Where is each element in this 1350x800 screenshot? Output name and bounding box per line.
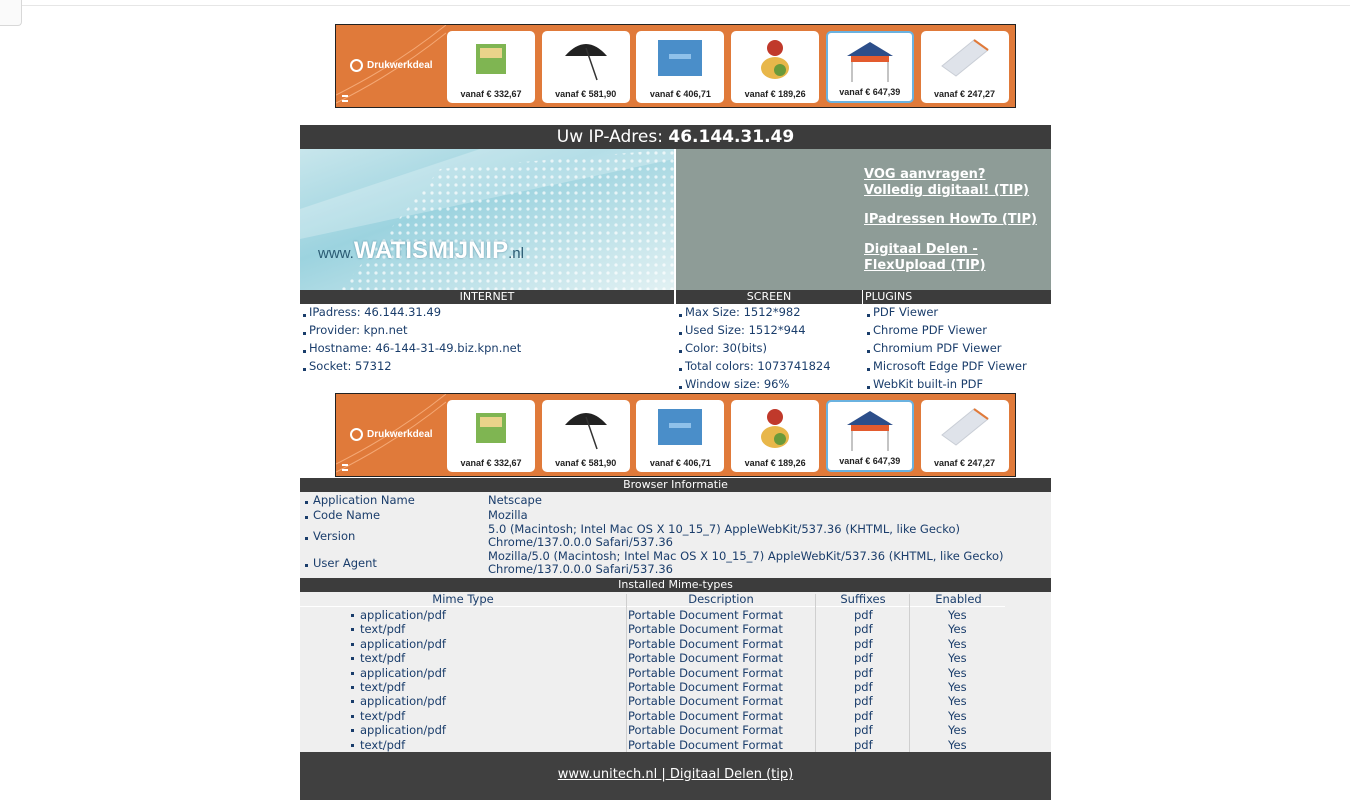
ad-banner-top[interactable] — [335, 24, 1016, 108]
hero-pattern — [300, 149, 674, 290]
browser-info-value: Mozilla/5.0 (Macintosh; Intel Mac OS X 10_15_7) AppleWebKit/537.36 (KHTML, like Gecko) Chrome/137.0.0.0 Safari/537.36 — [488, 549, 1004, 576]
section-internet-header: INTERNET — [300, 290, 674, 304]
mat-icon — [940, 36, 990, 82]
mime-cell-enabled: Yes — [948, 737, 967, 752]
footer-link[interactable]: www.unitech.nl | Digitaal Delen (tip) — [557, 767, 794, 782]
mime-cell-description: Portable Document Format — [628, 737, 783, 752]
footer — [300, 752, 1051, 800]
list-item: IPadress: 46.144.31.49 — [300, 304, 521, 322]
table-row — [300, 622, 1051, 636]
col-enabled: Enabled — [935, 592, 982, 606]
banner-brand — [350, 428, 433, 441]
list-item: Chromium PDF Viewer — [864, 340, 1027, 358]
list-item: Max Size: 1512*982 — [676, 304, 831, 322]
browser-info-value: Netscape — [488, 493, 542, 507]
tip-howto-line1: IPadressen HowTo (TIP) — [864, 212, 1037, 227]
banner-brand-label: Drukwerkdeal — [367, 60, 433, 71]
list-item: Used Size: 1512*944 — [676, 322, 831, 340]
tip-link-howto[interactable] — [864, 212, 1037, 228]
screen-list — [676, 304, 831, 394]
tips-panel — [676, 149, 1051, 290]
mime-cell-type: application/pdf — [360, 608, 446, 622]
banner-product-tile[interactable] — [636, 400, 724, 472]
tip-link-flexupload[interactable] — [864, 242, 986, 274]
banner-product-tile[interactable] — [542, 400, 630, 472]
mime-cell-type: application/pdf — [360, 723, 446, 738]
banner-product-tile[interactable] — [636, 31, 724, 103]
list-item: PDF Viewer — [864, 304, 1027, 322]
mime-cell-enabled: Yes — [948, 665, 967, 680]
tip-flex-line1: Digitaal Delen - — [864, 242, 978, 257]
mime-cell-suffixes: pdf — [854, 694, 873, 709]
banner-tile-price: vanaf € 647,39 — [839, 87, 901, 97]
mime-cell-suffixes: pdf — [854, 665, 873, 680]
banner-tile-price: vanaf € 189,26 — [744, 458, 806, 468]
banner-product-tile[interactable] — [826, 31, 914, 103]
list-item: Color: 30(bits) — [676, 340, 831, 358]
tent-icon — [845, 407, 895, 453]
ad-banner-middle[interactable] — [335, 393, 1016, 477]
tip-vog-line1: VOG aanvragen? — [864, 167, 986, 182]
list-item: Chrome PDF Viewer — [864, 322, 1027, 340]
banner-product-tile[interactable] — [921, 400, 1009, 472]
banner-tile-price: vanaf € 189,26 — [744, 89, 806, 99]
browser-info-table — [300, 492, 1051, 578]
mime-cell-description: Portable Document Format — [628, 680, 783, 694]
site-logo-image[interactable] — [300, 149, 674, 290]
mime-cell-type: text/pdf — [360, 737, 406, 752]
mime-cell-type: text/pdf — [360, 680, 406, 694]
card-icon — [655, 405, 705, 451]
browser-info-value: Mozilla — [488, 508, 528, 522]
list-item: Microsoft Edge PDF Viewer — [864, 358, 1027, 376]
browser-info-key: Version — [313, 529, 356, 543]
logo-prefix: www. — [318, 245, 354, 262]
list-item: WebKit built-in PDF — [864, 376, 1027, 394]
umbrella-icon — [561, 405, 611, 451]
list-item: Hostname: 46-144-31-49.biz.kpn.net — [300, 340, 521, 358]
mime-types-header: Installed Mime-types — [300, 578, 1051, 592]
table-row — [300, 709, 1051, 723]
plugins-list — [864, 304, 1027, 394]
mime-cell-suffixes: pdf — [854, 680, 873, 694]
mat-icon — [940, 405, 990, 451]
list-item: Total colors: 1073741824 — [676, 358, 831, 376]
mime-cell-enabled: Yes — [948, 694, 967, 709]
mime-cell-description: Portable Document Format — [628, 636, 783, 651]
list-item: Provider: kpn.net — [300, 322, 521, 340]
browser-info-key: Code Name — [313, 508, 381, 522]
browser-info-header: Browser Informatie — [300, 478, 1051, 492]
banner-product-tile[interactable] — [542, 31, 630, 103]
window-corner — [0, 0, 22, 26]
mime-cell-suffixes: pdf — [854, 608, 873, 622]
mime-table-head — [300, 593, 1005, 607]
banner-brand — [350, 59, 433, 72]
browser-info-value: 5.0 (Macintosh; Intel Mac OS X 10_15_7) AppleWebKit/537.36 (KHTML, like Gecko) Chrome/137.0.0.0 Safari/537.36 — [488, 522, 961, 549]
mime-cell-type: text/pdf — [360, 651, 406, 666]
tent-icon — [845, 38, 895, 84]
drukwerkdeal-logo-icon — [350, 428, 363, 441]
mime-cell-description: Portable Document Format — [628, 651, 783, 666]
table-row — [300, 694, 1051, 708]
banner-product-tile[interactable] — [731, 31, 819, 103]
mime-cell-description: Portable Document Format — [628, 622, 783, 637]
mime-cell-suffixes: pdf — [854, 651, 873, 666]
mime-cell-suffixes: pdf — [854, 737, 873, 752]
mime-cell-type: text/pdf — [360, 622, 406, 637]
mime-cell-description: Portable Document Format — [628, 708, 783, 723]
mime-cell-type: application/pdf — [360, 694, 446, 709]
browser-top-border — [0, 0, 1350, 6]
mime-cell-suffixes: pdf — [854, 708, 873, 723]
col-description: Description — [688, 592, 754, 606]
mascot-icon — [750, 36, 800, 82]
banner-product-tile[interactable] — [731, 400, 819, 472]
mime-cell-type: application/pdf — [360, 636, 446, 651]
mime-cell-suffixes: pdf — [854, 636, 873, 651]
table-row — [300, 738, 1051, 752]
banner-tile-price: vanaf € 406,71 — [649, 458, 711, 468]
browser-info-key: Application Name — [313, 493, 415, 507]
box-product-icon — [466, 405, 516, 451]
umbrella-icon — [561, 36, 611, 82]
banner-tile-price: vanaf € 581,90 — [555, 89, 617, 99]
section-screen-header: SCREEN — [676, 290, 862, 304]
ip-value: 46.144.31.49 — [668, 127, 795, 147]
table-row — [300, 680, 1051, 694]
banner-product-tile[interactable] — [921, 31, 1009, 103]
banner-tile-price: vanaf € 247,27 — [933, 458, 996, 468]
mime-cell-enabled: Yes — [948, 680, 967, 694]
banner-product-tile[interactable] — [826, 400, 914, 472]
banner-tile-price: vanaf € 247,27 — [933, 89, 996, 99]
logo-suffix: .nl — [508, 245, 524, 262]
mime-cell-enabled: Yes — [948, 608, 967, 622]
mime-cell-type: text/pdf — [360, 708, 406, 723]
banner-tile-price: vanaf € 406,71 — [649, 89, 711, 99]
mime-cell-description: Portable Document Format — [628, 723, 783, 738]
logo-main: WATISMIJNIP — [353, 237, 509, 264]
banner-tile-price: vanaf € 581,90 — [555, 458, 617, 468]
card-icon — [655, 36, 705, 82]
hero-logo-text — [318, 237, 524, 265]
banner-product-tile[interactable] — [447, 31, 535, 103]
ip-label: Uw IP-Adres: — [556, 127, 669, 147]
mime-cell-enabled: Yes — [948, 636, 967, 651]
table-row — [300, 666, 1051, 680]
tip-vog-line2: Volledig digitaal! (TIP) — [864, 183, 1029, 198]
mime-cell-enabled: Yes — [948, 622, 967, 637]
box-product-icon — [466, 36, 516, 82]
banner-brand-label: Drukwerkdeal — [367, 429, 433, 440]
list-item: Socket: 57312 — [300, 358, 521, 376]
table-row — [300, 608, 1051, 622]
mime-cell-enabled: Yes — [948, 708, 967, 723]
mime-cell-suffixes: pdf — [854, 723, 873, 738]
banner-tile-price: vanaf € 332,67 — [460, 458, 522, 468]
tip-link-vog[interactable] — [864, 167, 1029, 199]
mime-types-table — [300, 592, 1051, 752]
mime-cell-enabled: Yes — [948, 651, 967, 666]
banner-product-tile[interactable] — [447, 400, 535, 472]
table-row — [300, 651, 1051, 665]
table-row — [300, 637, 1051, 651]
list-item: Window size: 96% — [676, 376, 831, 394]
section-plugins-header: PLUGINS — [863, 290, 1051, 304]
internet-list — [300, 304, 521, 376]
tip-flex-line2: FlexUpload (TIP) — [864, 258, 986, 273]
mime-cell-description: Portable Document Format — [628, 694, 783, 709]
table-row — [300, 723, 1051, 737]
mascot-icon — [750, 405, 800, 451]
browser-info-key: User Agent — [313, 556, 377, 570]
mime-cell-suffixes: pdf — [854, 622, 873, 637]
mime-cell-description: Portable Document Format — [628, 608, 783, 622]
mime-cell-description: Portable Document Format — [628, 665, 783, 680]
banner-tile-price: vanaf € 647,39 — [839, 456, 901, 466]
col-suffixes: Suffixes — [840, 592, 886, 606]
col-mime-type: Mime Type — [432, 592, 494, 606]
mime-cell-type: application/pdf — [360, 665, 446, 680]
mime-cell-enabled: Yes — [948, 723, 967, 738]
banner-tile-price: vanaf € 332,67 — [460, 89, 522, 99]
drukwerkdeal-logo-icon — [350, 59, 363, 72]
ip-address-header — [300, 125, 1051, 149]
